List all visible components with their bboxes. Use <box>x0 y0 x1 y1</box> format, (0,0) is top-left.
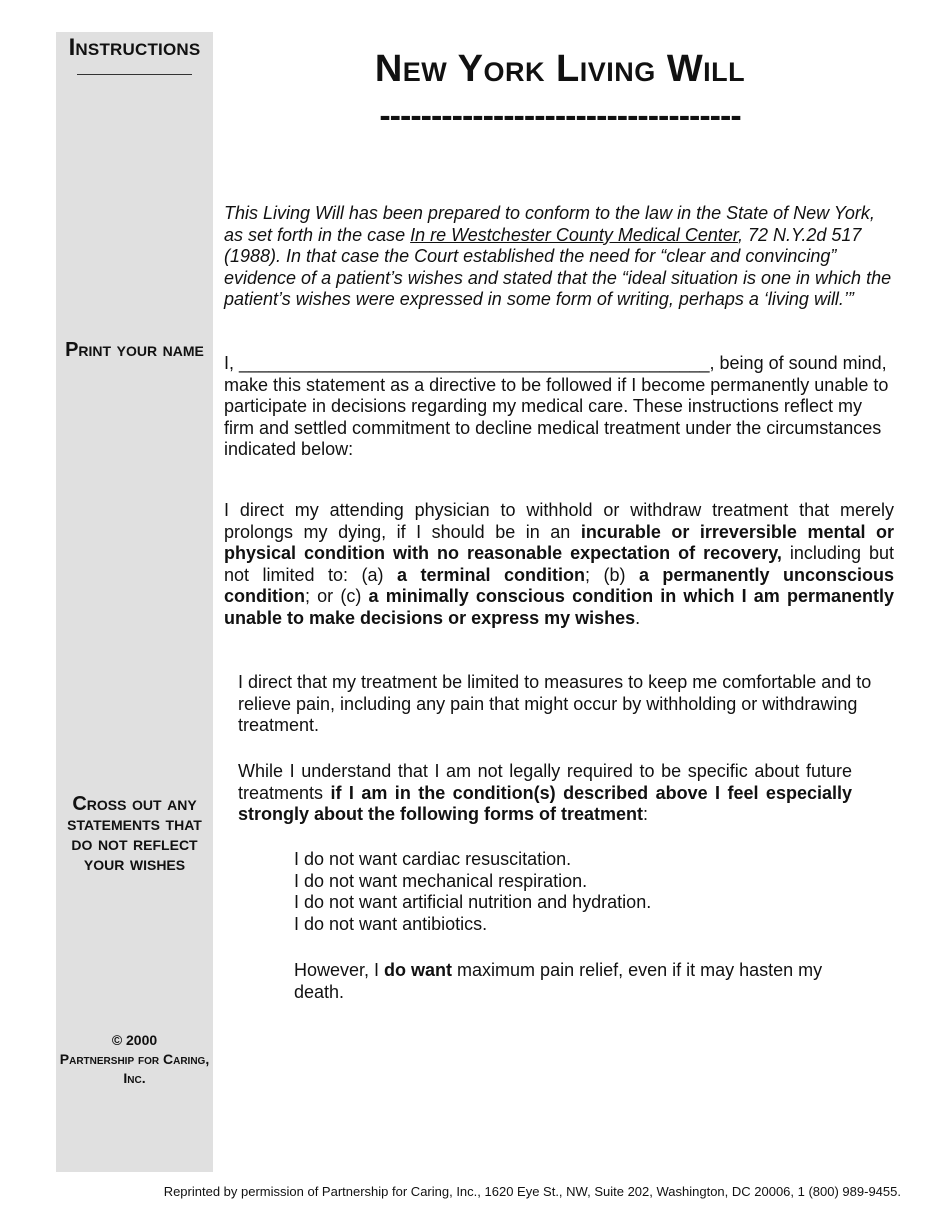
directive-text-5: . <box>635 607 641 628</box>
directive-bold-1: incurable or irreversible mental or physical condition with no reasonable expectation of recovery, <box>224 521 894 563</box>
directive-bold-3: a permanently unconscious condition <box>224 564 894 606</box>
sidebar-divider <box>77 74 192 75</box>
directive-bold-2: a terminal condition <box>396 564 585 585</box>
name-statement-paragraph <box>224 353 894 461</box>
directive-text-4: ; or (c) <box>304 586 369 606</box>
directive-paragraph <box>224 500 894 629</box>
sidebar-instruction-cross-out: Cross out any statements that do not reflect your wishes <box>67 793 202 875</box>
treatment-item: I do not want artificial nutrition and hydration. <box>294 892 652 912</box>
title-underline-dashes: ----------------------------------- <box>379 97 741 135</box>
reprint-footer: Reprinted by permission of Partnership for Caring, Inc., 1620 Eye St., NW, Suite 202, Washington, DC 20006, 1 (800) 989-9455. <box>163 1184 901 1199</box>
name-blank-line[interactable]: _______________________________________________ <box>239 353 710 373</box>
however-text-1: However, I <box>294 960 385 980</box>
wishes-bold-1: if I am in the condition(s) described above I feel especially strongly about the following forms of treatment <box>238 782 852 824</box>
directive-text-1: I direct my attending physician to withhold or withdraw treatment that merely prolongs my dying, if I should be in an <box>224 500 894 542</box>
pain-relief-paragraph <box>294 960 864 1003</box>
sidebar-instruction-print-name: Print your name <box>65 339 204 361</box>
wishes-text-2: : <box>643 804 649 824</box>
name-prefix: I, <box>224 353 240 373</box>
name-statement-text: , being of sound mind, make this statement as a directive to be followed if I become permanently unable to participate in decisions regarding my medical care. These instructions reflect my firm and settled commitment to decline medical treatment under the circumstances indicated below: <box>224 353 889 459</box>
copyright-holder: Partnership for Caring, Inc. <box>59 1051 210 1086</box>
treatment-item: I do not want antibiotics. <box>294 913 488 934</box>
intro-text-1: This Living Will has been prepared to conform to the law in the State of New York, as set forth in the case <box>224 203 875 245</box>
treatment-item: I do not want cardiac resuscitation. <box>294 849 572 869</box>
intro-case-name: In re Westchester County Medical Center <box>410 224 738 245</box>
wishes-text-1: While I understand that I am not legally required to be specific about future treatments <box>238 761 852 803</box>
instructions-sidebar <box>56 32 213 1172</box>
intro-text-2: , 72 N.Y.2d 517 (1988). In that case the Court established the need for “clear and convincing” evidence of a patient’s wishes and stated that the “ideal situation is one in which the patient’s wishes were expressed in some form of writing, perhaps a ‘living will.’” <box>224 224 892 309</box>
page-title: New York Living Will <box>374 48 746 90</box>
however-text-2: maximum pain relief, even if it may hasten my death. <box>294 960 823 1002</box>
directive-text-3: ; (b) <box>584 564 639 585</box>
treatment-item: I do not want mechanical respiration. <box>294 870 588 891</box>
directive-text-2: including but not limited to: (a) <box>224 543 894 585</box>
sidebar-heading-instructions: Instructions <box>68 34 201 61</box>
specific-wishes-paragraph <box>238 761 852 826</box>
treatment-list <box>294 849 854 935</box>
limit-treatment-paragraph: I direct that my treatment be limited to measures to keep me comfortable and to relieve pain, including any pain that might occur by withholding or withdrawing treatment. <box>238 672 872 735</box>
sidebar-copyright <box>56 1031 213 1088</box>
intro-paragraph <box>224 203 894 311</box>
directive-bold-4: a minimally conscious condition in which I am permanently unable to make decisions or express my wishes <box>224 586 895 628</box>
copyright-year: © 2000 <box>111 1032 158 1048</box>
however-bold: do want <box>384 960 453 980</box>
